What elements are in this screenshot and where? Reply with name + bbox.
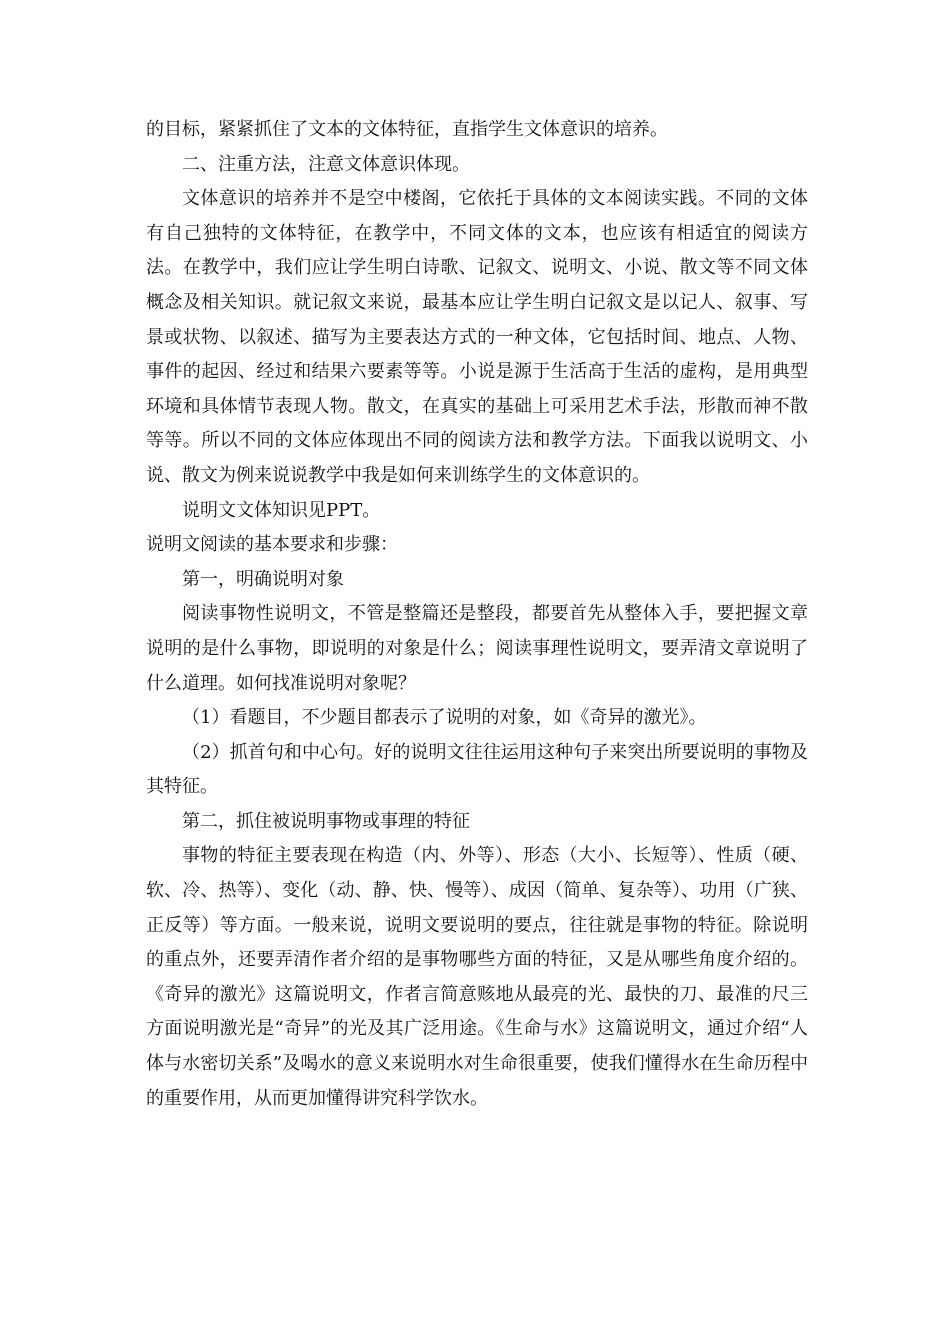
paragraph-identify-object: 阅读事物性说明文，不管是整篇还是整段，都要首先从整体入手，要把握文章说明的是什么事物，即说明的对象是什么；阅读事理性说明文，要弄清文章说明了什么道理。如何找准说明对象呢？	[146, 603, 808, 694]
step-heading-second: 第二，抓住被说明事物或事理的特征	[182, 810, 470, 832]
paragraph-features: 事物的特征主要表现在构造（内、外等）、形态（大小、长短等）、性质（硬、软、冷、热等）、变化（动、静、快、慢等）、成因（简单、复杂等）、功用（广狭、正反等）等方面。一般来说，说明文要说明的要点，往往就是事物的特征。除说明的重点外，还要弄清作者介绍的是事物哪些方面的特征，又是从哪些角度介绍的。《奇异的激光》这篇说明文，作者言简意赅地从最亮的光、最快的刀、最准的尺三方面说明激光是“奇异”的光及其广泛用途。《生命与水》这篇说明文，通过介绍“人体与水密切关系”及喝水的意义来说明水对生命很重要，使我们懂得水在生命历程中的重要作用，从而更加懂得讲究科学饮水。	[146, 845, 808, 1109]
list-item-2: （2）抓首句和中心句。好的说明文往往运用这种句子来突出所要说明的事物及其特征。	[146, 741, 808, 798]
paragraph-genre-awareness: 文体意识的培养并不是空中楼阁，它依托于具体的文本阅读实践。不同的文体有自己独特的文体特征，在教学中，不同文体的文本，也应该有相适宜的阅读方法。在教学中，我们应让学生明白诗歌、记叙文、说明文、小说、散文等不同文体概念及相关知识。就记叙文来说，最基本应让学生明白记叙文是以记人、叙事、写景或状物、以叙述、描写为主要表达方式的一种文体，它包括时间、地点、人物、事件的起因、经过和结果六要素等等。小说是源于生活高于生活的虚构，是用典型环境和具体情节表现人物。散文，在真实的基础上可采用艺术手法，形散而神不散等等。所以不同的文体应体现出不同的阅读方法和教学方法。下面我以说明文、小说、散文为例来说说教学中我是如何来训练学生的文体意识的。	[146, 188, 808, 486]
paragraph-reading-steps-intro: 说明文阅读的基本要求和步骤：	[146, 534, 398, 556]
paragraph-goal-continuation: 的目标，紧紧抓住了文本的文体特征，直指学生文体意识的培养。	[146, 119, 668, 140]
list-item-1: （1）看题目，不少题目都表示了说明的对象，如《奇异的激光》。	[182, 707, 707, 729]
section-heading-methods: 二、注重方法，注意文体意识体现。	[182, 153, 470, 175]
step-heading-first: 第一，明确说明对象	[182, 568, 344, 590]
document-body	[146, 113, 808, 1116]
paragraph-ppt-note: 说明文文体知识见PPT。	[182, 499, 381, 521]
